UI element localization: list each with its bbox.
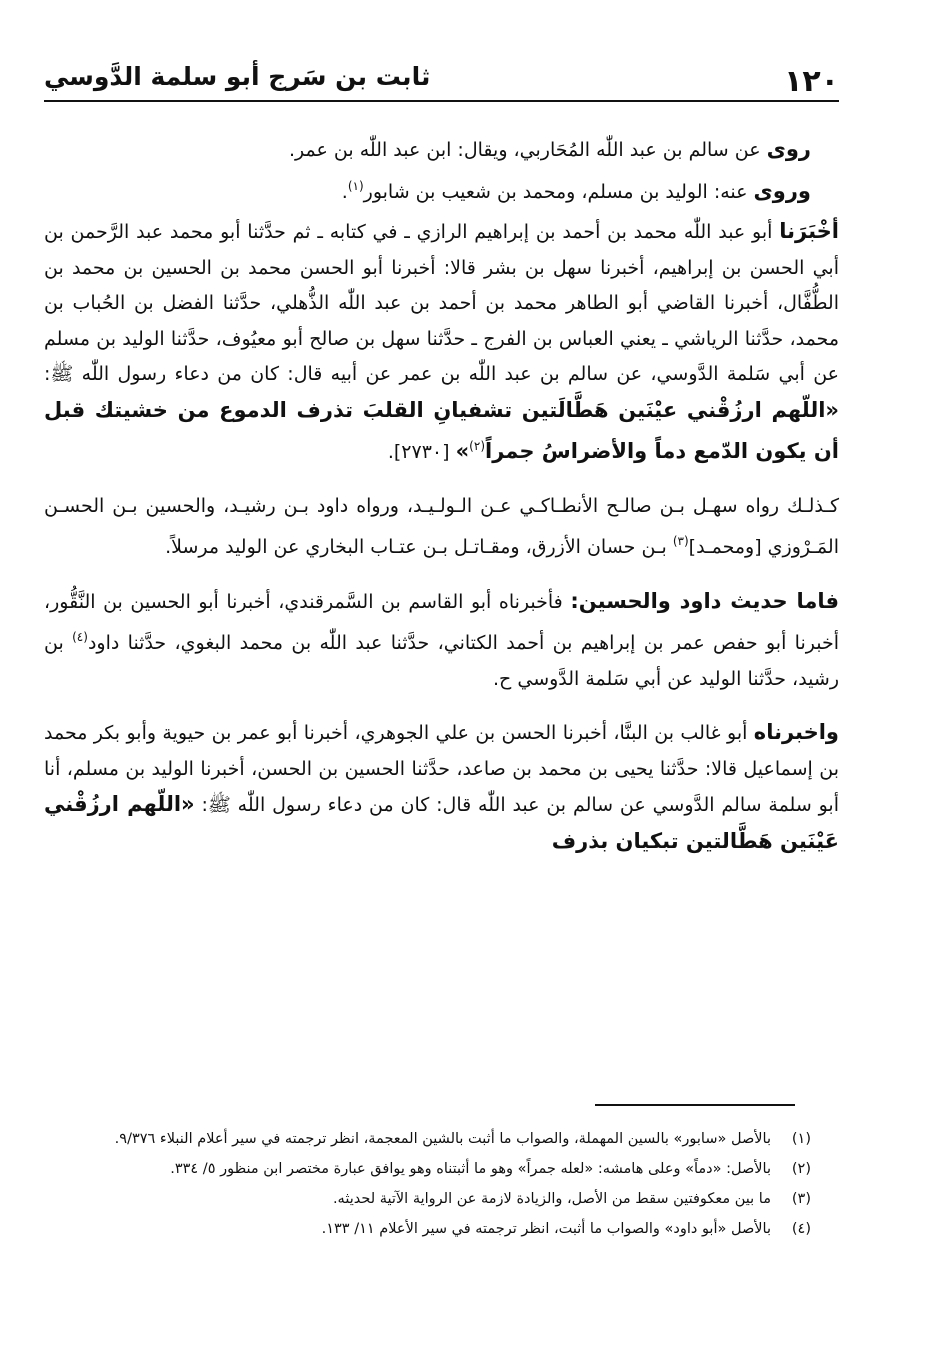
paragraph-lead: روى [766,137,811,161]
footnote-ref[interactable]: (٢) [469,439,485,453]
paragraph-text: عن سالم بن عبد اللّٰه المُحَاربي، ويقال: ابن عبد اللّٰه بن عمر. [289,139,761,161]
footnote-text: بالأصل: «دماً» وعلى هامشه: «لعله جمراً» وهو ما أثبتناه وهو يوافق عبارة مختصر ابن منظور ٥/ ٣٣٤. [170,1161,771,1177]
footnote [48,1124,811,1154]
paragraph-end: . [341,180,348,203]
paragraph-narrators-from [44,132,839,169]
footnote-ref[interactable]: (٤) [72,630,88,644]
spacer [44,697,839,715]
paragraph-narrators-to [44,169,839,211]
paragraph-text: عنه: الوليد بن مسلم، ومحمد بن شعيب بن شابور [363,180,748,203]
paragraph-lead: واخبرناه [753,720,839,744]
hadith-number: [٢٧٣٠]. [387,441,450,463]
footnote-number: (١) [791,1131,811,1147]
spacer [44,471,839,489]
page-number: ١٢٠ [784,64,839,99]
hadith-close: » [455,439,470,463]
paragraph-isnad-main [44,214,839,471]
footnote-rule [595,1104,795,1106]
paragraph-dawud-hadith [44,584,839,698]
footnote-ref[interactable]: (٣) [672,534,689,548]
spacer [44,566,839,584]
paragraph-second-isnad [44,715,839,860]
footnotes [48,1124,811,1244]
paragraph-text: أبو غالب بن البنَّا، أخبرنا الحسن بن علي الجوهري، أخبرنا أبو عمر بن حيوية وأبو بكر محمد بن إسماعيل قالا: حدَّثنا يحيى بن محمد بن صاعد، حدَّثنا الحسين بن الحسن، أخبرنا الوليد بن مسلم، أنا أبو سلمة سالم الدَّوسي عن سالم بن عبد اللّٰه قال: كان من دعاء رسول اللّٰه ﷺ: [44,722,839,816]
footnote-number: (٣) [791,1191,811,1207]
hadith-text: «اللّهم ارزُقْني عيْنَين هَطَّالَتين تشفيانِ القلبَ تذرف الدموع من خشيتك قبل أن يكون الدّمع دماً والأضراسُ جمراً [44,397,839,463]
footnote [48,1184,811,1214]
header-rule [44,100,839,102]
paragraph-other-narrations [44,489,839,566]
paragraph-text: كـذلـك رواه سهـل بـن صالـح الأنطـاكـي عـن الـولـيـد، ورواه داود بـن رشيـد، والحسين بـن الحسـن المَـرْوزي [ومحمـد] [44,494,839,558]
footnote [48,1214,811,1244]
footnote [48,1154,811,1184]
footnote-text: ما بين معكوفتين سقط من الأصل، والزيادة لازمة عن الرواية الآتية لحديثه. [332,1191,771,1207]
footnote-number: (٢) [791,1161,811,1177]
hadith-text: «اللّهم ارزُقْني عَيْنَين هَطَّالتين تبكيان بذرف [44,792,839,853]
running-title: ثابت بن سَرج أبو سلمة الدَّوسي [44,62,431,91]
paragraph-lead: أخْبَرَنا [779,219,839,243]
paragraph-lead: فاما حديث داود والحسين: [570,588,839,613]
paragraph-text: أبو عبد اللّٰه محمد بن أحمد بن إبراهيم الرازي ـ في كتابه ـ ثم حدَّثنا أبو محمد عبد الرَّحمن بن أبي الحسن بن إبراهيم، أخبرنا سهل بن بشر قالا: أخبرنا أبو الحسن محمد بن الحسين بن محمد بن الطُّفَّال، أخبرنا القاضي أبو الطاهر محمد بن أحمد بن عبد اللّٰه الذُّهلي، حدَّثنا الفضل بن الحُباب بن محمد، حدَّثنا الرياشي ـ يعني العباس بن الفرج ـ حدَّثنا سهل بن صالح أبو معيُوف، حدَّثنا الوليد بن مسلم عن أبي سَلمة الدَّوسي، عن سالم بن عبد اللّٰه بن عمر عن أبيه قال: كان من دعاء رسول اللّٰه ﷺ: [44,221,839,385]
paragraph-text: فأخبرناه أبو القاسم بن السَّمرقندي، أخبرنا أبو الحسين بن النَّقُّور، أخبرنا أبو حفص عمر بن إبراهيم بن أحمد الكتاني، حدَّثنا عبد اللّٰه بن محمد البغوي، حدَّثنا داود [44,590,839,654]
footnote-text: بالأصل «سابور» بالسين المهملة، والصواب ما أثبت بالشين المعجمة، انظر ترجمته في سير أعلام النبلاء ٩/٣٧٦. [114,1131,771,1147]
main-text [44,132,839,860]
paragraph-tail: بـن حسان الأزرق، ومقـاتـل بـن عتـاب البخاري عن الوليد مرسلاً. [165,536,667,558]
paragraph-tail: بن رشيد، حدَّثنا الوليد عن أبي سَلمة الدَّوسي ح. [44,632,839,690]
footnote-ref[interactable]: (١) [347,178,364,193]
footnote-number: (٤) [791,1221,811,1237]
paragraph-lead: وروى [753,178,811,203]
footnote-text: بالأصل «أبو داود» والصواب ما أثبت، انظر ترجمته في سير الأعلام ١١/ ١٣٣. [321,1221,771,1237]
page-header [44,62,839,102]
